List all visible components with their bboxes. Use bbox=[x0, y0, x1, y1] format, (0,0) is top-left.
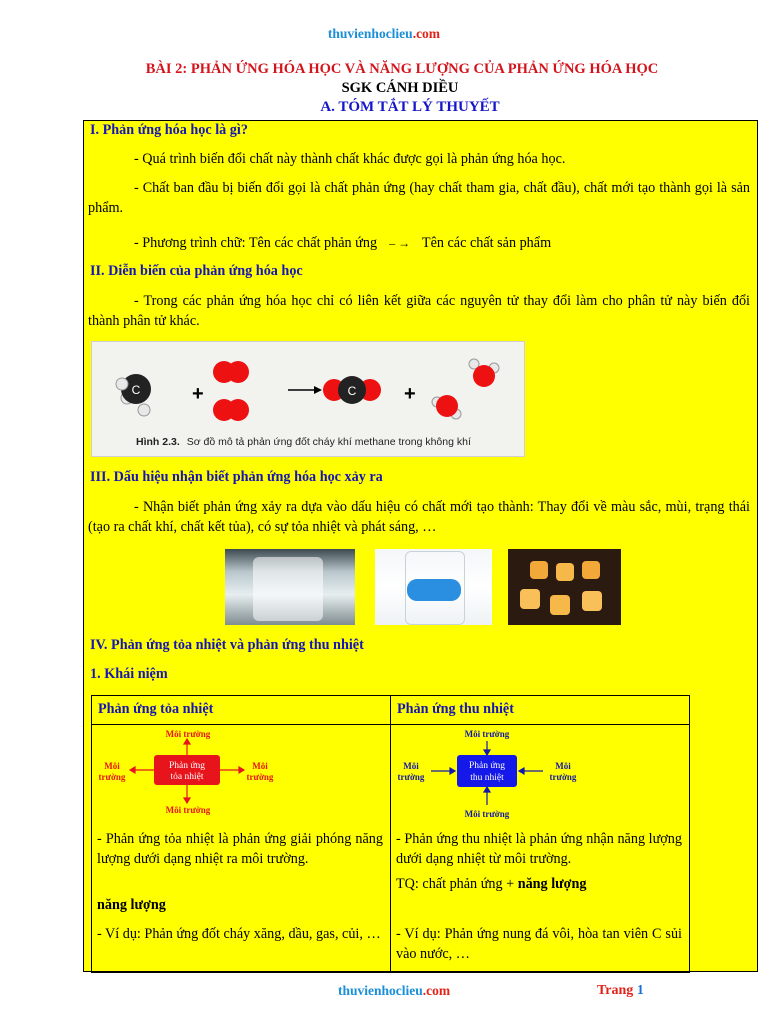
page-number-value: 1 bbox=[636, 983, 644, 998]
exo-env-left-2: trường bbox=[98, 772, 126, 782]
endo-definition: - Phản ứng thu nhiệt là phản ứng nhận năng lượng dưới dạng nhiệt từ môi trường. bbox=[396, 831, 682, 867]
endo-diagram bbox=[391, 725, 691, 825]
endo-header-label: Phản ứng thu nhiệt bbox=[397, 701, 514, 717]
lesson-subtitle: SGK CÁNH DIỀU bbox=[341, 80, 459, 96]
content-box bbox=[83, 120, 758, 972]
exo-box-2: tỏa nhiệt bbox=[170, 772, 204, 782]
exo-box-1: Phản ứng bbox=[168, 761, 206, 771]
arrow-right-icon: – → bbox=[389, 236, 411, 250]
exo-diagram bbox=[92, 725, 392, 825]
footer-site-name: thuvienhoclieu bbox=[338, 983, 423, 998]
endo-env-right-1: Môi bbox=[555, 761, 571, 771]
word-equation-right: Tên các chất sản phẩm bbox=[421, 235, 552, 251]
reaction-table bbox=[91, 695, 690, 973]
endo-example: - Ví dụ: Phản ứng nung đá vôi, hòa tan viên C sủi vào nước, … bbox=[396, 926, 682, 962]
site-header[interactable] bbox=[0, 26, 768, 42]
endo-env-bottom: Môi trường bbox=[464, 809, 510, 819]
exo-env-bottom: Môi trường bbox=[165, 805, 211, 815]
site-footer[interactable] bbox=[338, 983, 450, 999]
methane-diagram bbox=[92, 342, 524, 456]
section1-heading: I. Phản ứng hóa học là gì? bbox=[90, 122, 248, 138]
svg-text:+: + bbox=[404, 383, 416, 405]
section2-p1: - Trong các phản ứng hóa học chỉ có liên kết giữa các nguyên tử thay đổi làm cho phân tử này biến đổi thành phân tử khác. bbox=[88, 293, 750, 329]
figure-caption: Sơ đồ mô tả phản ứng đốt cháy khí methane trong không khí bbox=[186, 436, 471, 448]
section2-heading: II. Diễn biến của phản ứng hóa học bbox=[90, 263, 303, 279]
endo-env-left-1: Môi bbox=[403, 761, 419, 771]
endo-env-top: Môi trường bbox=[464, 729, 510, 739]
methane-combustion-figure bbox=[91, 341, 525, 457]
atom-c-label-2: C bbox=[347, 384, 357, 398]
atom-c-label: C bbox=[131, 383, 141, 397]
section1-p2: - Chất ban đầu bị biến đổi gọi là chất phản ứng (hay chất tham gia, chất đầu), chất mới tạo thành gọi là sản phẩm. bbox=[88, 180, 750, 216]
endo-box-2: thu nhiệt bbox=[470, 773, 504, 783]
exo-example: - Ví dụ: Phản ứng đốt cháy xăng, dầu, gas, củi, … bbox=[97, 926, 381, 942]
exo-env-left-1: Môi bbox=[104, 761, 120, 771]
word-equation-left: - Phương trình chữ: Tên các chất phản ứng bbox=[134, 235, 378, 251]
exo-header-label: Phản ứng tỏa nhiệt bbox=[98, 701, 214, 717]
section4-heading: IV. Phản ứng tỏa nhiệt và phản ứng thu nhiệt bbox=[90, 637, 364, 653]
endo-env-right-2: trường bbox=[549, 772, 577, 782]
section1-p1: - Quá trình biến đổi chất này thành chất khác được gọi là phản ứng hóa học. bbox=[134, 151, 566, 167]
lesson-title: BÀI 2: PHẢN ỨNG HÓA HỌC VÀ NĂNG LƯỢNG CỦA PHẢN ỨNG HÓA HỌC bbox=[145, 61, 659, 77]
section-a-heading: A. TÓM TẮT LÝ THUYẾT bbox=[320, 99, 500, 115]
exo-definition: - Phản ứng tỏa nhiệt là phản ứng giải phóng năng lượng dưới dạng nhiệt ra môi trường. bbox=[97, 831, 383, 867]
endo-tq-prefix: TQ: chất phản ứng + bbox=[396, 876, 515, 892]
table-cell-endo bbox=[390, 724, 690, 973]
svg-text:+: + bbox=[192, 383, 204, 405]
endo-tq bbox=[396, 874, 682, 894]
section3-p1: - Nhận biết phản ứng xảy ra dựa vào dấu hiệu có chất mới tạo thành: Thay đổi về màu sắc, mùi, trạng thái (tạo ra chất khí, chất kết tủa), có sự tỏa nhiệt và phát sáng, … bbox=[88, 499, 750, 535]
exo-env-right-1: Môi bbox=[252, 761, 268, 771]
page-number bbox=[597, 983, 644, 999]
footer-site-domain: .com bbox=[422, 983, 451, 998]
table-header-endo bbox=[390, 695, 690, 725]
table-cell-exo bbox=[91, 724, 391, 973]
site-name: thuvienhoclieu bbox=[327, 26, 413, 41]
svg-text:Hình 2.3. Sơ đồ mô tả bbox=[136, 436, 471, 448]
word-equation bbox=[134, 233, 754, 253]
figure-caption-label: Hình 2.3. bbox=[136, 436, 180, 448]
page-label: Trang bbox=[597, 983, 634, 998]
site-domain: .com bbox=[412, 26, 441, 41]
photo-blue-precipitate bbox=[375, 549, 492, 625]
endo-env-left-2: trường bbox=[397, 772, 425, 782]
section3-heading: III. Dấu hiệu nhận biết phản ứng hóa học xảy ra bbox=[90, 469, 383, 485]
photo-candles bbox=[508, 549, 621, 625]
endo-tq-energy: năng lượng bbox=[517, 876, 587, 892]
exo-energy: năng lượng bbox=[97, 897, 166, 913]
table-header-exo bbox=[91, 695, 391, 725]
section4-sub1: 1. Khái niệm bbox=[90, 666, 168, 682]
exo-env-right-2: trường bbox=[246, 772, 274, 782]
photo-cloudy-tube bbox=[225, 549, 355, 625]
exo-env-top: Môi trường bbox=[165, 729, 211, 739]
endo-box-1: Phản ứng bbox=[468, 761, 506, 771]
